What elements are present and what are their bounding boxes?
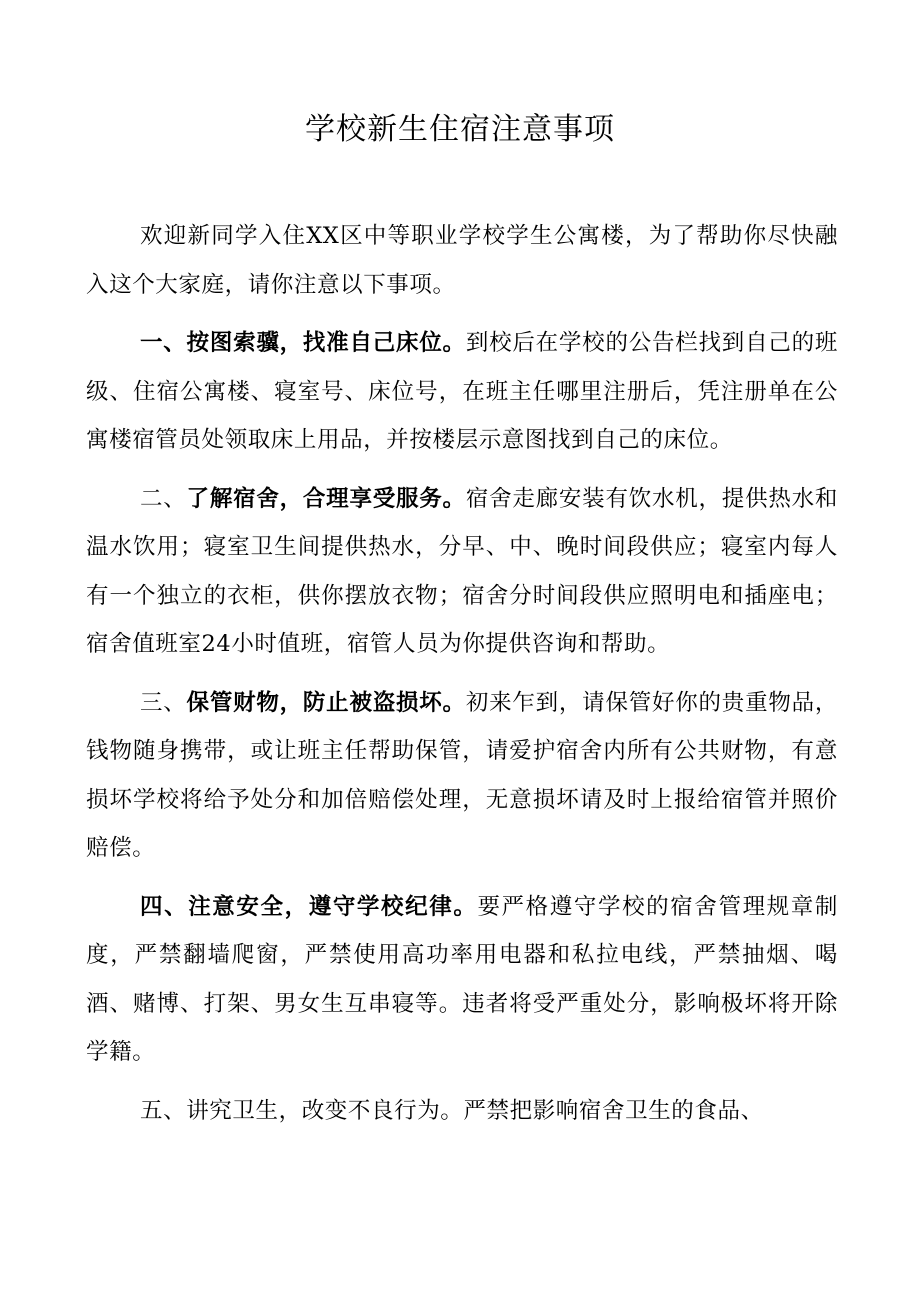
section-3-paragraph bbox=[86, 679, 838, 873]
section-1-paragraph bbox=[86, 319, 838, 465]
section-2-heading: 了解宿舍，合理享受服务。 bbox=[186, 485, 466, 512]
section-4-text: 要严格遵守学校的宿舍管理规章制度，严禁翻墙爬窗，严禁使用高功率用电器和私拉电线，严禁抽烟、喝酒、赌博、打架、男女生互串寝等。违者将受严重处分，影响极坏将开除学籍。 bbox=[86, 893, 838, 1065]
section-2-paragraph bbox=[86, 475, 838, 669]
document-body bbox=[86, 212, 838, 1145]
section-2-text: 宿舍走廊安装有饮水机，提供热水和温水饮用；寝室卫生间提供热水，分早、中、晚时间段供应；寝室内每人有一个独立的衣柜，供你摆放衣物；宿舍分时间段供应照明电和插座电；宿舍值班室24小时值班，宿管人员为你提供咨询和帮助。 bbox=[86, 485, 838, 657]
section-1-text: 到校后在学校的公告栏找到自己的班级、住宿公寓楼、寝室号、床位号，在班主任哪里注册后，凭注册单在公寓楼宿管员处领取床上用品，并按楼层示意图找到自己的床位。 bbox=[86, 330, 838, 453]
section-3-text: 初来乍到，请保管好你的贵重物品，钱物随身携带，或让班主任帮助保管，请爱护宿舍内所有公共财物，有意损坏学校将给予处分和加倍赔偿处理，无意损坏请及时上报给宿管并照价赔偿。 bbox=[86, 689, 838, 861]
section-3-heading: 保管财物，防止被盗损坏。 bbox=[186, 689, 466, 716]
document-title: 学校新生住宿注意事项 bbox=[305, 112, 615, 147]
section-5-text: 五、讲究卫生，改变不良行为。严禁把影响宿舍卫生的食品、 bbox=[140, 1097, 764, 1124]
section-4-heading: 四、注意安全，遵守学校纪律。 bbox=[140, 893, 478, 920]
section-5-paragraph bbox=[86, 1087, 838, 1136]
section-4-paragraph bbox=[86, 883, 838, 1077]
section-3-prefix: 三、 bbox=[140, 689, 187, 716]
section-1-heading: 一、按图索骥，找准自己床位。 bbox=[140, 330, 466, 356]
section-2-prefix: 二、 bbox=[140, 485, 187, 512]
intro-paragraph: 欢迎新同学入住XX区中等职业学校学生公寓楼，为了帮助你尽快融入这个大家庭，请你注意以下事项。 bbox=[86, 223, 838, 298]
